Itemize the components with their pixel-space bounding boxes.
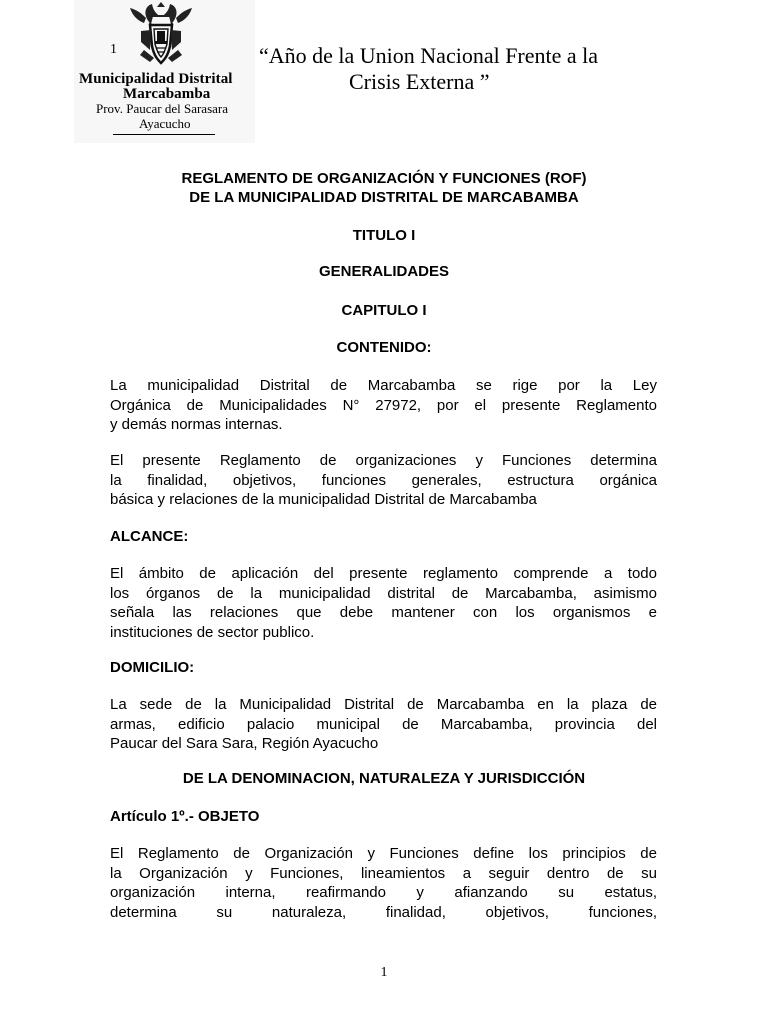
contenido-paragraph-2 — [110, 451, 657, 510]
document-header — [0, 0, 768, 145]
alcance-heading: ALCANCE: — [110, 528, 189, 545]
paragraph-line: básica y relaciones de la municipalidad Distrital de Marcabamba — [110, 491, 537, 508]
municipality-name-line-2: Marcabamba — [123, 86, 211, 102]
paragraph-line: El Reglamento de Organización y Funciones define los principios de — [110, 845, 657, 862]
logo-divider — [113, 134, 215, 135]
paragraph-line: El ámbito de aplicación del presente reglamento comprende a todo — [110, 565, 657, 582]
municipality-region: Ayacucho — [139, 116, 191, 131]
article-1-heading: Artículo 1º.- OBJETO — [110, 808, 260, 825]
svg-text:M: M — [157, 7, 165, 15]
paragraph-line: la finalidad, objetivos, funciones generales, estructura orgánica — [110, 471, 657, 489]
paragraph-line: La sede de la Municipalidad Distrital de Marcabamba en la plaza de — [110, 696, 657, 713]
header-page-mark: 1 — [110, 42, 117, 57]
contenido-paragraph-1 — [110, 376, 657, 435]
paragraph-line: armas, edificio palacio municipal de Marcabamba, provincia del — [110, 715, 657, 733]
paragraph-line: y demás normas internas. — [110, 416, 283, 433]
municipality-province: Prov. Paucar del Sarasara — [96, 101, 228, 116]
paragraph-line: determina su naturaleza, finalidad, objetivos, funciones, — [110, 903, 657, 921]
domicilio-heading: DOMICILIO: — [110, 659, 195, 676]
paragraph-line: organización interna, reafirmando y afianzando su estatus, — [110, 884, 657, 901]
header-slogan-line-2: Crisis Externa ” — [349, 69, 490, 94]
paragraph-line: La municipalidad Distrital de Marcabamba se rige por la Ley — [110, 377, 657, 394]
denominacion-heading: DE LA DENOMINACION, NATURALEZA Y JURISDICCIÓN — [182, 770, 586, 787]
paragraph-line: Orgánica de Municipalidades N° 27972, por el presente Reglamento — [110, 396, 657, 414]
paragraph-line: instituciones de sector publico. — [110, 623, 315, 641]
domicilio-paragraph — [110, 695, 657, 754]
alcance-paragraph — [110, 564, 657, 642]
paragraph-line: El presente Reglamento de organizaciones y Funciones determina — [110, 452, 657, 469]
paragraph-line: señala las relaciones que debe mantener con los organismos e — [110, 604, 657, 621]
paragraph-line: Paucar del Sara Sara, Región Ayacucho — [110, 735, 379, 752]
municipal-crest-icon — [126, 0, 196, 70]
paragraph-line: la Organización y Funciones, lineamientos a seguir dentro de su — [110, 864, 657, 882]
section-title-titulo: TITULO I — [352, 227, 416, 244]
article-1-paragraph — [110, 844, 657, 922]
section-title-generalidades: GENERALIDADES — [318, 263, 449, 280]
document-title-line-2: DE LA MUNICIPALIDAD DISTRITAL DE MARCABAMBA — [189, 189, 579, 206]
contenido-heading: CONTENIDO: — [336, 339, 432, 356]
chapter-title: CAPITULO I — [341, 302, 427, 319]
footer-page-number: 1 — [380, 965, 388, 980]
document-title-line-1: REGLAMENTO DE ORGANIZACIÓN Y FUNCIONES (ROF) — [181, 170, 587, 187]
paragraph-line: los órganos de la municipalidad distrital de Marcabamba, asimismo — [110, 584, 657, 602]
header-slogan-line-1: “Año de la Union Nacional Frente a la — [259, 43, 599, 68]
municipality-name-line-1: Municipalidad Distrital — [79, 71, 233, 87]
